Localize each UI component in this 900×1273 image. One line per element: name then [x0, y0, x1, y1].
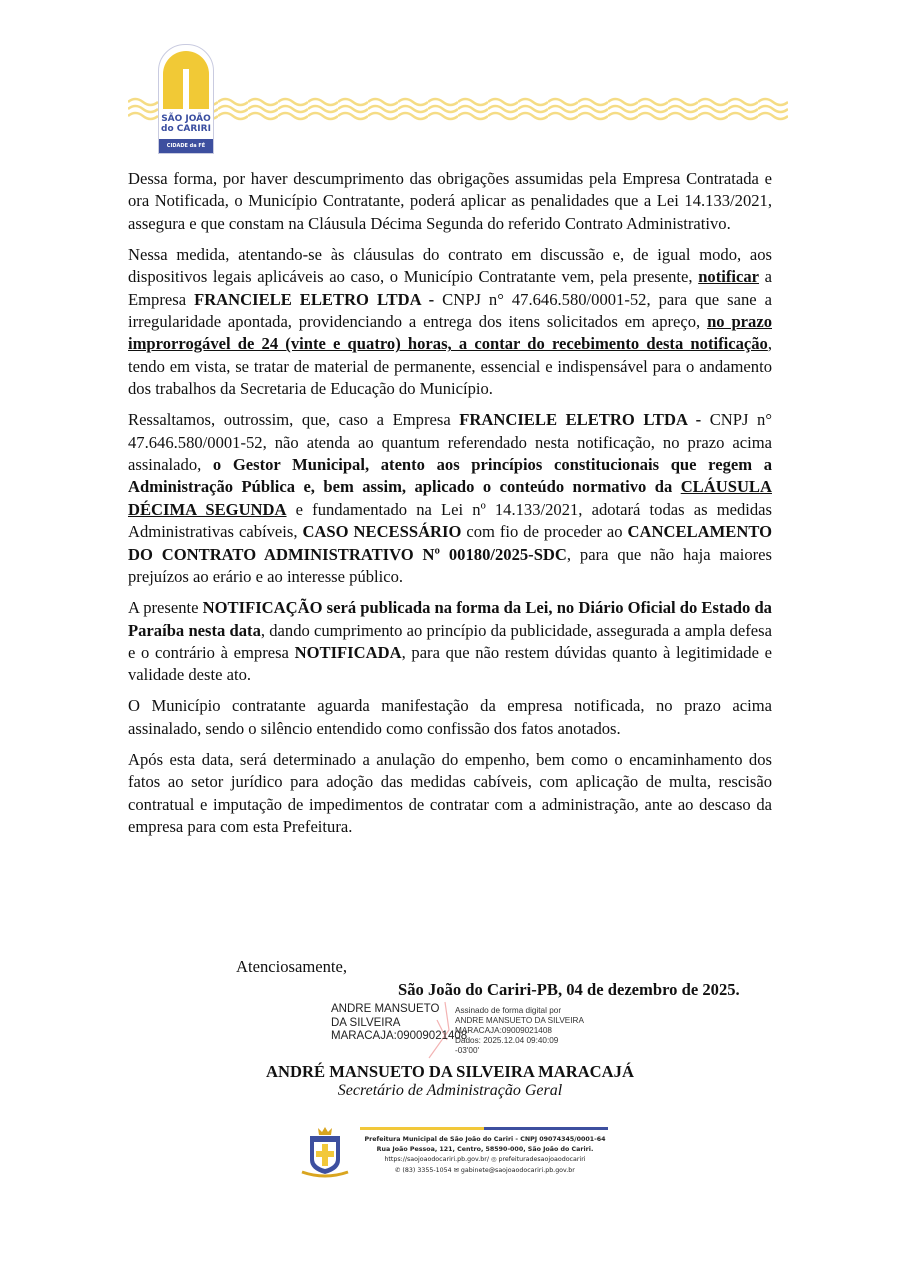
text-segment: CNPJ n° 47.646.580/0001-52, não atenda ao quantum referendado nesta notificação, no prazo acima assinalado, — [128, 410, 772, 475]
text-segment: A presente — [128, 598, 203, 618]
logo-band: CIDADE da FÉ — [159, 139, 213, 153]
text-segment: e fundamentado na Lei nº 14.133/2021, adotará todas as medidas Administrativas cabíveis, — [128, 499, 772, 542]
paragraph — [128, 244, 772, 401]
signer-role: Secretário de Administração Geral — [337, 1082, 563, 1099]
text-segment: Nessa medida, atentando-se às cláusulas do contrato em discussão e, de igual modo, aos dispositivos legais aplicáveis ao caso, o Município Contratante vem, pela presente, — [128, 244, 772, 287]
footer-links: https://saojoaodocariri.pb.gov.br/ ◎ prefeituradesaojoaodocariri — [384, 1156, 586, 1163]
letter-body — [128, 168, 772, 847]
sig-detail: Assinado de forma digital por — [455, 1006, 562, 1015]
text-segment: com fio de proceder ao — [461, 522, 628, 542]
text-segment: Dessa forma, por haver descumprimento das obrigações assumidas pela Empresa Contratada e ora Notificada, o Município Contratante, poderá aplicar as penalidades que a Lei 14.133/2021, assegura e que constam na Cláusula Décima Segunda do referido Contrato Administrativo. — [128, 169, 772, 233]
footer — [300, 1122, 610, 1182]
digital-signature-details — [455, 1006, 595, 1056]
emphasis-text: o Gestor Municipal, atento aos princípios constitucionais que regem a Administração Pública e, bem assim, aplicado o conteúdo normativo da — [128, 455, 773, 497]
letterhead — [128, 44, 788, 154]
emphasis-text: FRANCIELE ELETRO LTDA - — [194, 289, 435, 309]
paragraph — [128, 597, 772, 687]
paragraph — [128, 695, 772, 740]
paragraph — [128, 749, 772, 839]
footer-color-bar — [360, 1127, 608, 1130]
signer-name: ANDRÉ MANSUETO DA SILVEIRA MARACAJÁ — [266, 1062, 634, 1081]
footer-address: Rua João Pessoa, 121, Centro, 58590-000, São João do Cariri. — [376, 1146, 594, 1153]
digital-signature-name: ANDRE MANSUETO DA SILVEIRA MARACAJA:09009021408 — [331, 1003, 468, 1042]
emphasis-text: CANCELAMENTO DO CONTRATO ADMINISTRATIVO Nº 00180/2025-SDC — [128, 522, 772, 564]
emphasis-text: FRANCIELE ELETRO LTDA - — [459, 410, 702, 430]
emphasis-text: no prazo improrrogável de 24 (vinte e quatro) horas, a contar do recebimento desta notificação — [128, 312, 772, 354]
text-segment: Ressaltamos, outrossim, que, caso a Empresa — [128, 410, 460, 430]
logo-text-bottom: do CARIRI — [161, 124, 211, 134]
closing: Atenciosamente, — [236, 957, 348, 976]
sig-detail: ANDRE MANSUETO DA SILVEIRA — [455, 1016, 584, 1025]
emphasis-text: NOTIFICAÇÃO será publicada na forma da Lei, no Diário Oficial do Estado da Paraíba nesta data — [128, 598, 772, 640]
municipality-logo — [158, 44, 214, 154]
paragraph — [128, 168, 772, 235]
logo-text-top: SÃO JOÃO — [161, 114, 211, 124]
text-segment: a Empresa — [128, 267, 773, 309]
paragraph — [128, 409, 772, 588]
sig-detail: Dados: 2025.12.04 09:40:09 — [455, 1036, 559, 1045]
wave-decoration — [128, 96, 788, 122]
text-segment: CNPJ n° 47.646.580/0001-52, para que sane a irregularidade apontada, providenciando a entrega dos itens solicitados em apreço, — [128, 289, 772, 332]
coat-of-arms-icon — [300, 1126, 350, 1178]
text-segment: , para que não haja maiores prejuízos ao erário e ao interesse público. — [128, 544, 772, 587]
footer-contacts: ✆ (83) 3355-1054 ✉ gabinete@saojoaodocariri.pb.gov.br — [395, 1167, 575, 1174]
text-segment: , dando cumprimento ao princípio da publicidade, assegurada a ampla defesa e o contrário à empresa — [128, 620, 772, 662]
emphasis-text: CLÁUSULA DÉCIMA SEGUNDA — [128, 477, 772, 519]
text-segment: , para que não restem dúvidas quanto à legitimidade e validade deste ato. — [128, 642, 772, 685]
text-segment: Após esta data, será determinado a anulação do empenho, bem como o encaminhamento dos fatos ao setor jurídico para adoção das medidas cabíveis, com aplicação de multa, rescisão contratual e imputação de impedimentos de contratar com a administração, ante ao descaso da empresa para com esta Prefeitura. — [128, 749, 772, 836]
emphasis-text: notificar — [698, 267, 760, 287]
footer-line: Prefeitura Municipal de São João do Cariri - CNPJ 09074345/0001-64 — [364, 1136, 606, 1143]
sig-detail: MARACAJA:09009021408 — [455, 1026, 552, 1035]
sig-detail: -03'00' — [455, 1046, 480, 1055]
emphasis-text: NOTIFICADA — [294, 642, 402, 662]
text-segment: O Município contratante aguarda manifestação da empresa notificada, no prazo acima assinalado, sendo o silêncio entendido como confissão dos fatos anotados. — [128, 696, 772, 738]
emphasis-text: CASO NECESSÁRIO — [302, 522, 462, 542]
date-line: São João do Cariri-PB, 04 de dezembro de 2025. — [398, 980, 740, 999]
text-segment: , tendo em vista, se tratar de material de permanente, essencial e indispensável para o andamento dos trabalhos da Secretaria de Educação do Município. — [128, 334, 772, 399]
